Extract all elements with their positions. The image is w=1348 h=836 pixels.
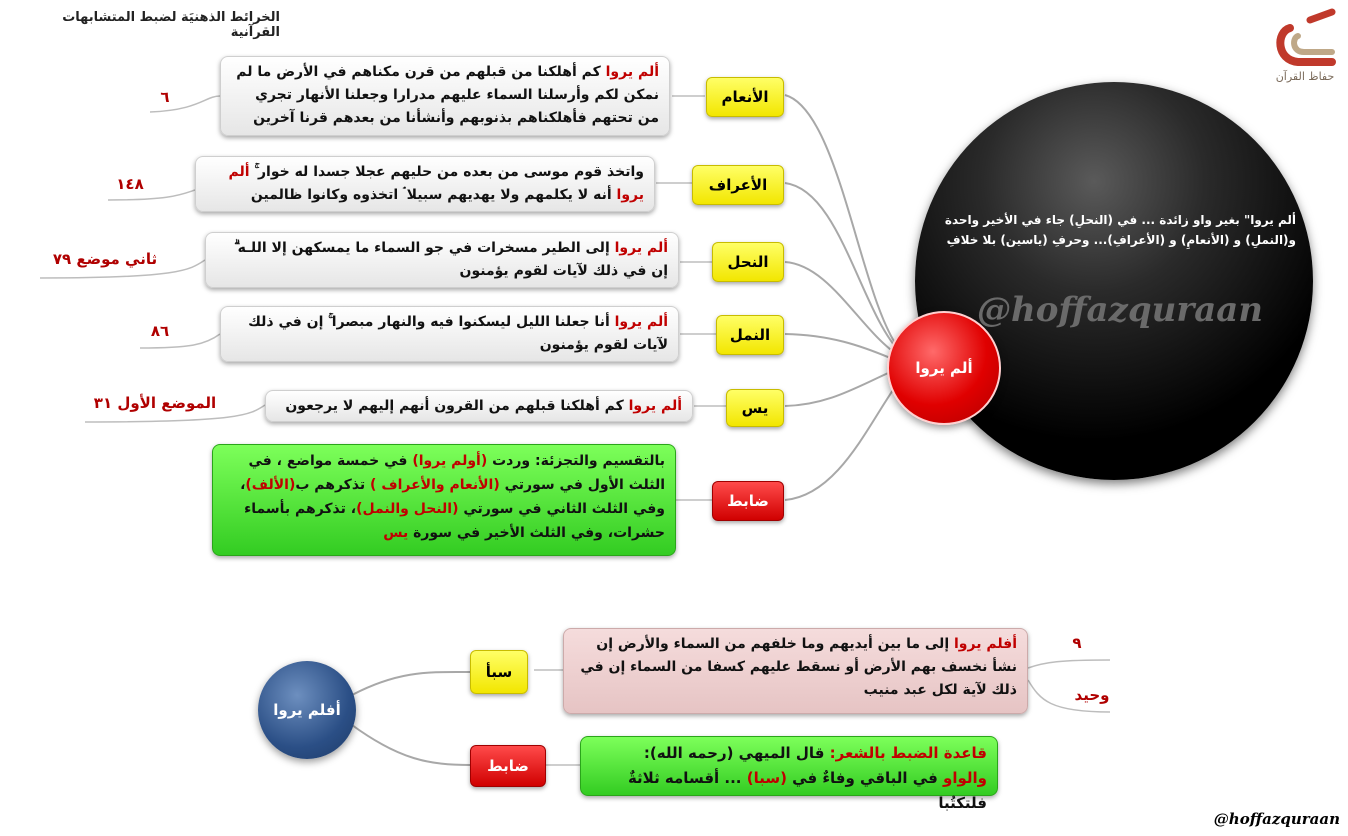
connector-blue-rule — [352, 725, 470, 765]
rule-main-t5: ، تذكرهم بأسماء حشرات، وفي الثلث الأخير في سورة — [244, 501, 665, 541]
hub-alam-yaraw[interactable]: ألم يروا — [887, 311, 1001, 425]
rule-second-box — [580, 736, 998, 812]
ref-araf: ١٤٨ — [116, 175, 144, 193]
poem-circle — [915, 82, 1313, 480]
connector-rule — [785, 380, 900, 500]
connector-araf — [785, 183, 900, 352]
rule-second-line-1 — [591, 741, 987, 766]
verse-araf-text: أنه لا يكلمهم ولا يهديهم سبيلا ۘ اتخذوه وكانوا ظالمين — [250, 187, 617, 203]
verse-saba-highlight: أفلم يروا — [954, 636, 1017, 652]
rule-second-h1: قاعدة الضبط بالشعر: — [829, 744, 987, 762]
verse-nahl-highlight: ألم يروا — [614, 240, 668, 256]
rule-second-h2: والواو — [943, 769, 987, 787]
tag-saba[interactable]: سبأ — [470, 650, 528, 694]
verse-nahl-text: إلى الطير مسخرات في جو السماء ما يمسكهن إلا اللـه ۗ إن في ذلك لآيات لقوم يؤمنون — [234, 240, 668, 279]
tag-rule-main[interactable]: ضابط — [712, 481, 784, 521]
rule-main-t3: تذكرهم ب — [295, 477, 371, 493]
tag-naml[interactable]: النمل — [716, 315, 784, 355]
rule-main-t1: بالتقسيم والتجزئة: وردت — [487, 453, 665, 469]
verse-yasin-highlight: ألم يروا — [628, 398, 682, 414]
ref-nahl: ثاني موضع ٧٩ — [52, 250, 158, 268]
tag-rule-second[interactable]: ضابط — [470, 745, 546, 787]
verse-araf-pre: واتخذ قوم موسى من بعده من حليهم عجلا جسدا له خوار ۚ — [249, 164, 644, 180]
ref-naml: ٨٦ — [150, 322, 170, 340]
verse-saba-text: إلى ما بين أيديهم وما خلفهم من السماء والأرض إن نشأ نخسف بهم الأرض أو نسقط عليهم كسفا من السماء إن في ذلك لآية لكل عبد منيب — [580, 636, 1017, 698]
rule-main-h5: يس — [383, 525, 409, 541]
rule-second-h3: (سبا) — [746, 769, 787, 787]
connector-num-saba-1 — [1028, 660, 1110, 668]
rule-main-h2: (الأنعام والأعراف ) — [370, 477, 500, 493]
verse-yasin-text: كم أهلكنا قبلهم من القرون أنهم إليهم لا يرجعون — [285, 398, 629, 414]
footer-handle: @hoffazquraan — [1213, 810, 1340, 828]
rule-second-t1: قال الميهي (رحمه الله): — [643, 744, 830, 762]
logo-icon — [1270, 8, 1340, 78]
rule-main-h1: (أولم يروا) — [412, 453, 488, 469]
rule-second-line-2 — [591, 766, 987, 816]
logo-caption: حفاظ القرآن — [1275, 70, 1335, 83]
ref-yasin: الموضع الأول ٣١ — [93, 394, 217, 412]
ref-saba: ٩ — [1072, 634, 1082, 652]
watermark: @hoffazquraan — [976, 290, 1264, 330]
tag-araf[interactable]: الأعراف — [692, 165, 784, 205]
connector-anam — [785, 95, 900, 350]
rule-second-t2: في الباقي وفاءٌ في — [786, 769, 944, 787]
ref-anam: ٦ — [160, 88, 170, 106]
poem-line-2: و(النملِ) و (الأنعامِ) و (الأعرافِ)... وحرفِ (ياسين) بلا خلافِ — [946, 233, 1296, 247]
verse-naml — [220, 306, 679, 362]
verse-saba — [563, 628, 1028, 714]
connector-blue-saba — [352, 672, 470, 695]
verse-anam-highlight: ألم يروا — [605, 64, 659, 80]
verse-anam-text: كم أهلكنا من قبلهم من قرن مكناهم في الأرض ما لم نمكن لكم وأرسلنا السماء عليهم مدرارا وجعلنا الأنهار تجري من تحتهم فأهلكناهم بذنوبهم وأنشأنا من بعدهم قرنا آخرين — [236, 64, 659, 126]
verse-yasin — [265, 390, 693, 422]
logo — [1270, 8, 1340, 78]
hub-afalam-yaraw[interactable]: أفلم يروا — [258, 661, 356, 759]
tag-nahl[interactable]: النحل — [712, 242, 784, 282]
connector-yasin — [785, 370, 895, 406]
rule-main-h4: (النحل والنمل) — [356, 501, 459, 517]
verse-nahl — [205, 232, 679, 288]
note-saba: وحيد — [1074, 686, 1110, 704]
rule-main-h3: (الألف) — [245, 477, 296, 493]
verse-araf-highlight: ألم يروا — [228, 164, 644, 203]
poem-text — [940, 210, 1296, 250]
rule-second-t3: ... أقسامه ثلاثةٌ فلتكتُبا — [627, 769, 987, 812]
verse-naml-text: أنا جعلنا الليل ليسكنوا فيه والنهار مبصرا ۚ إن في ذلك لآيات لقوم يؤمنون — [248, 314, 668, 353]
verse-naml-highlight: ألم يروا — [614, 314, 668, 330]
rule-main-t4: ، وفي الثلث الثاني في سورتي — [240, 477, 665, 517]
poem-line-1: ألم يروا" بغير واو زائدة ... في (النحلِ) جاء في الأخير واحدة — [944, 213, 1296, 227]
rule-main-box — [212, 444, 676, 556]
tag-yasin[interactable]: يس — [726, 389, 784, 427]
tag-anam[interactable]: الأنعام — [706, 77, 784, 117]
verse-anam — [220, 56, 670, 136]
page-title: الخرائط الذهنيَة لضبط المتشابهات القرآنية — [62, 10, 280, 40]
verse-araf — [195, 156, 655, 212]
rule-main-t2: في خمسة مواضع ، في الثلث الأول في سورتي — [248, 453, 665, 493]
